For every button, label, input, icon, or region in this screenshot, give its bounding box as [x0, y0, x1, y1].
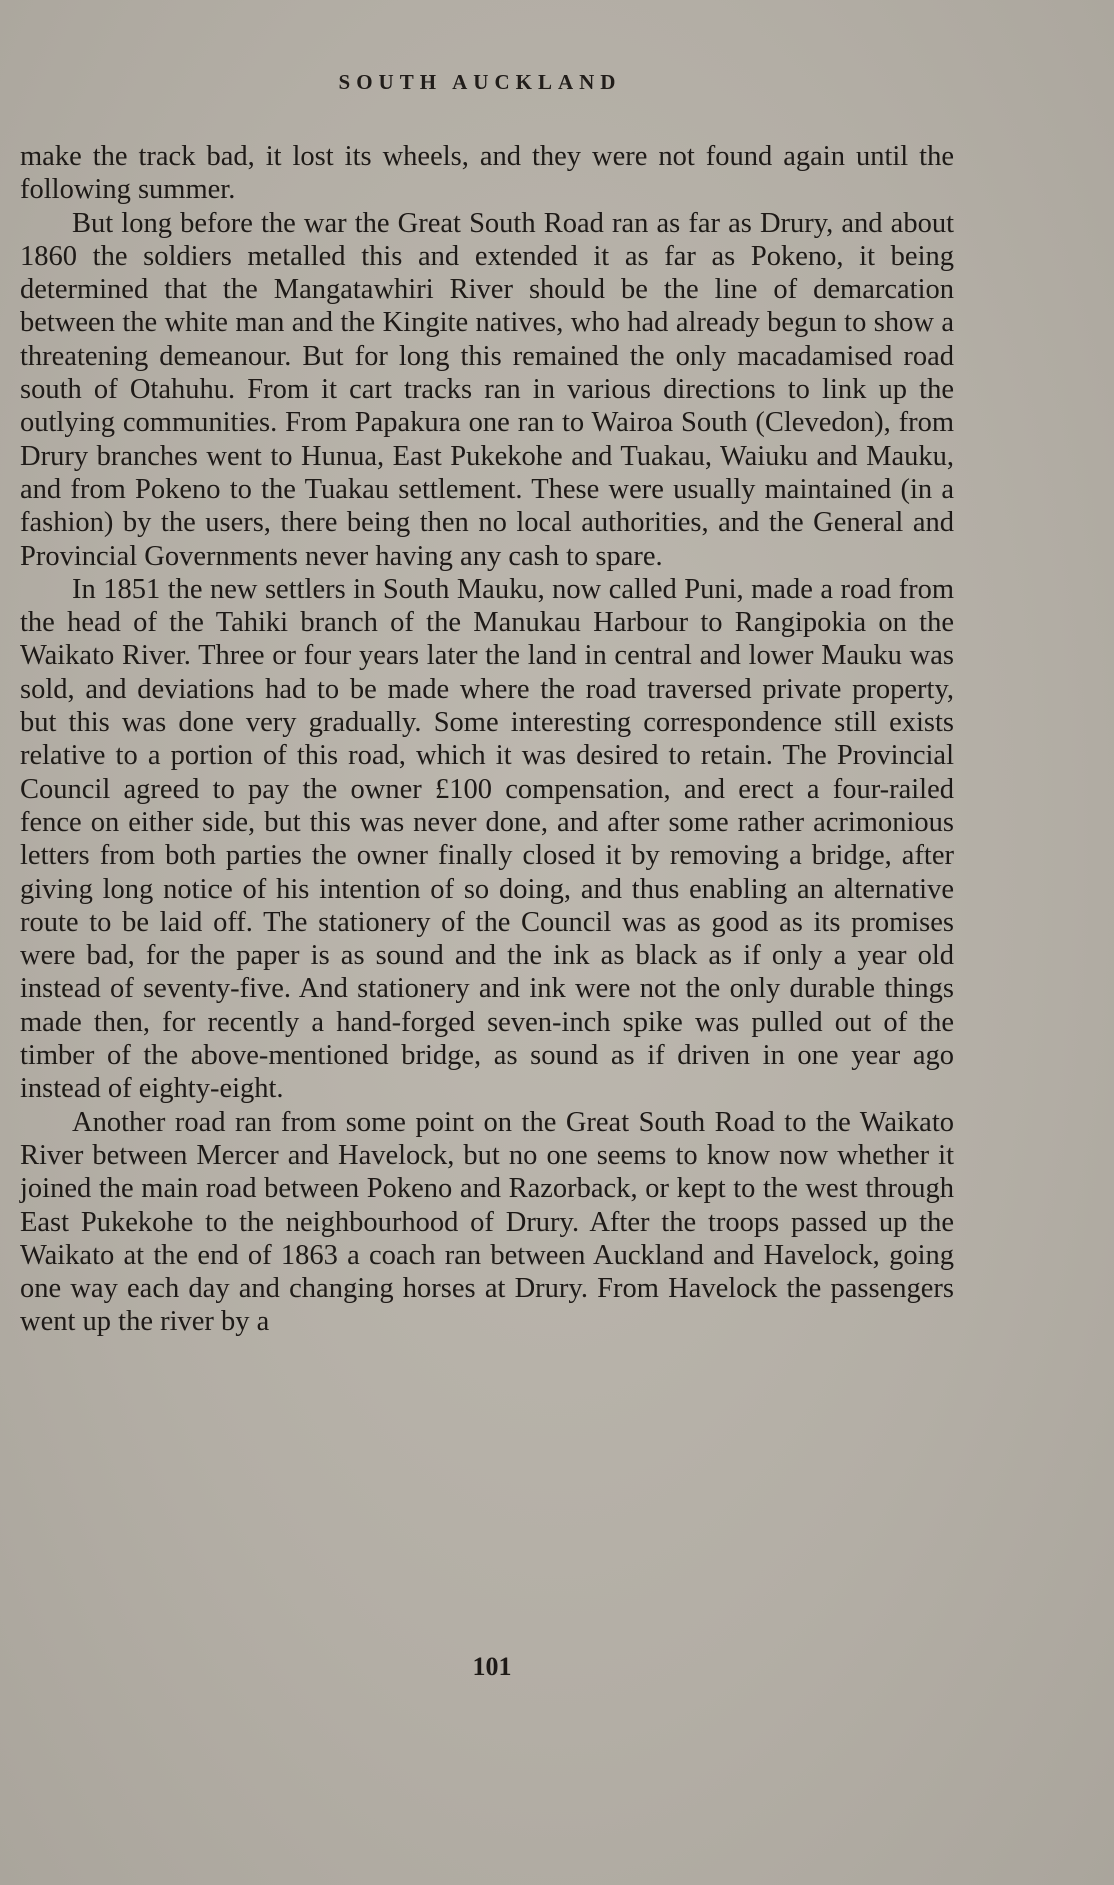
running-head: SOUTH AUCKLAND	[338, 70, 622, 94]
body-text	[20, 140, 954, 1339]
paragraph-waikato-road: Another road ran from some point on the Great South Road to the Waikato River between Mercer and Havelock, but no one seems to know now whether it joined the main road between Pokeno and Razorback, or kept to the west through East Pukekohe to the neighbourhood of Drury. After the troops passed up the Waikato at the end of 1863 a coach ran between Auckland and Havelock, going one way each day and changing horses at Drury. From Havelock the passengers went up the river by a	[20, 1106, 954, 1338]
paragraph-south-mauku-road: In 1851 the new settlers in South Mauku, now called Puni, made a road from the head of the Tahiki branch of the Manukau Harbour to Rangipokia on the Waikato River. Three or four years later the land in central and lower Mauku was sold, and deviations had to be made where the road traversed private property, but this was done very gradually. Some interesting correspondence still exists relative to a portion of this road, which it was desired to retain. The Provincial Council agreed to pay the owner £100 compensation, and erect a four-railed fence on either side, but this was never done, and after some rather acrimonious letters from both parties the owner finally closed it by removing a bridge, after giving long notice of his intention of so doing, and thus enabling an alternative route to be laid off. The stationery of the Council was as good as its promises were bad, for the paper is as sound and the ink as black as if only a year old instead of seventy-five. And stationery and ink were not the only durable things made then, for recently a hand-forged seven-inch spike was pulled out of the timber of the above-mentioned bridge, as sound as if driven in one year ago instead of eighty-eight.	[20, 573, 954, 1105]
paragraph-great-south-road: But long before the war the Great South Road ran as far as Drury, and about 1860 the soldiers metalled this and extended it as far as Pokeno, it being determined that the Mangatawhiri River should be the line of demarcation between the white man and the Kingite natives, who had already begun to show a threatening demeanour. But for long this remained the only macadamised road south of Otahuhu. From it cart tracks ran in various directions to link up the outlying communities. From Papakura one ran to Wairoa South (Clevedon), from Drury branches went to Hunua, East Pukekohe and Tuakau, Waiuku and Mauku, and from Pokeno to the Tuakau settlement. These were usually maintained (in a fashion) by the users, there being then no local authorities, and the General and Provincial Governments never having any cash to spare.	[20, 207, 954, 572]
paragraph-continuation: make the track bad, it lost its wheels, and they were not found again until the following summer.	[20, 141, 954, 206]
page-number: 101	[472, 1652, 512, 1681]
